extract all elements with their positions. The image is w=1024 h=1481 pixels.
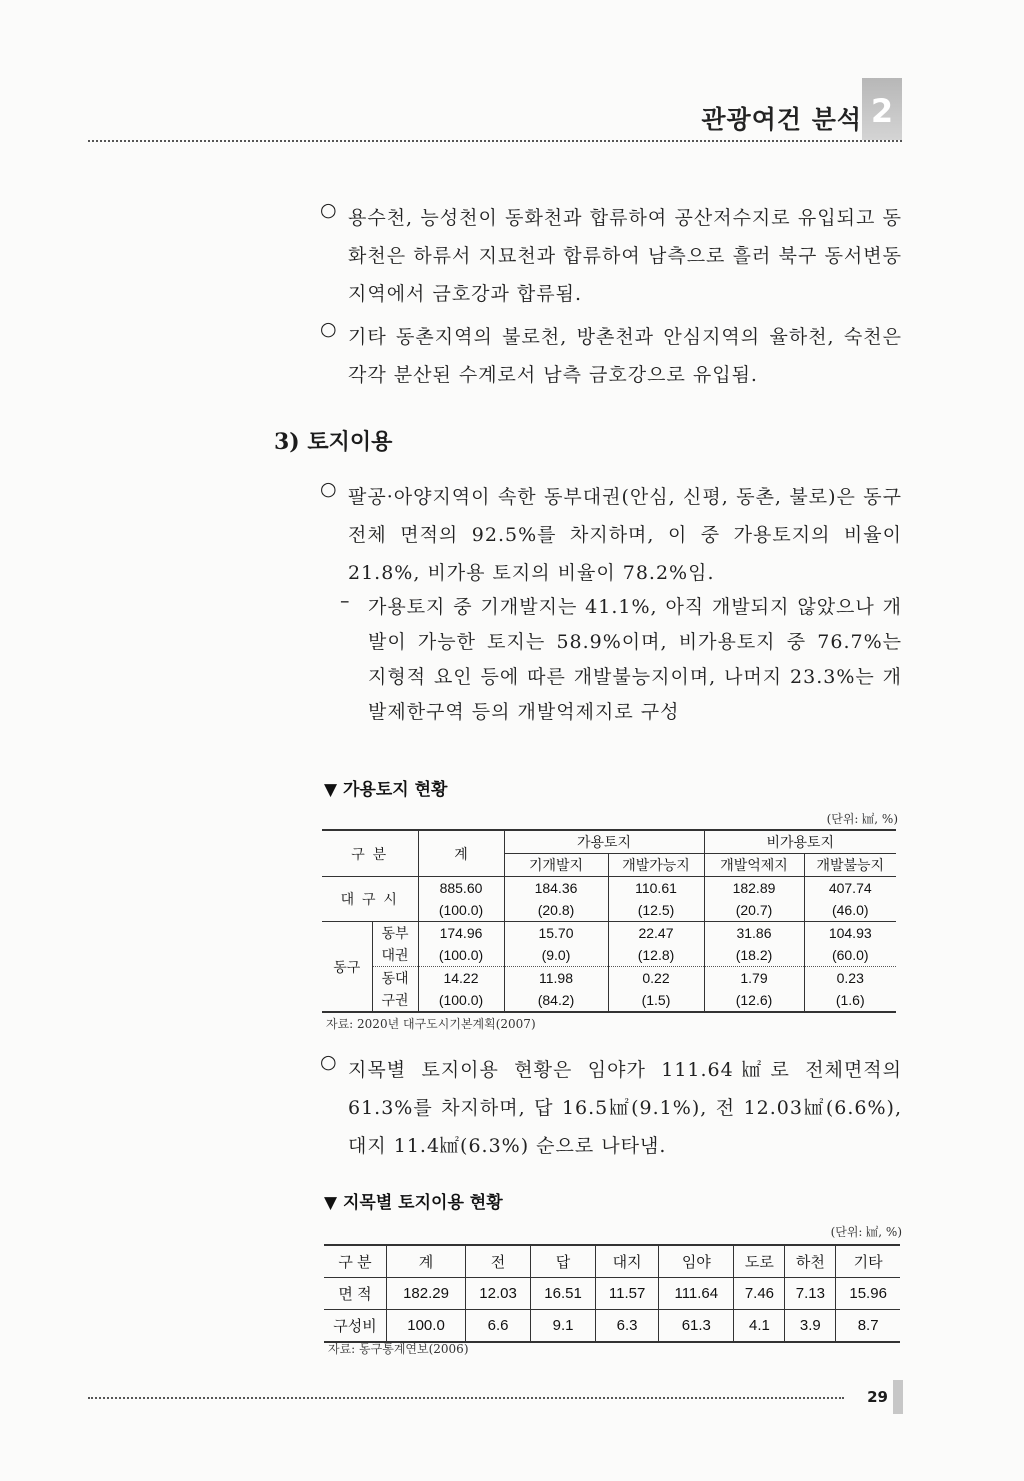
table-cell: 22.47 xyxy=(608,922,704,945)
table-cell: 15.70 xyxy=(504,922,608,945)
table-cell: (12.8) xyxy=(608,944,704,967)
jimok-paragraph xyxy=(320,1051,902,1165)
table-cell: (100.0) xyxy=(418,944,504,967)
header-developed: 기개발지 xyxy=(504,854,608,877)
table-cell: 0.23 xyxy=(836,970,864,986)
table1-caption: ▼ 가용토지 현황 xyxy=(324,780,448,800)
chapter-number: 2 xyxy=(870,92,894,130)
table-cell: 111.64 xyxy=(659,1278,734,1310)
table-cell: (46.0) xyxy=(831,902,869,918)
paragraph-text: 팔공·아양지역이 속한 동부대권(안심, 신평, 동촌, 불로)은 동구전체 면적의 92.5%를 차지하며, 이 중 가용토지의 비율이 21.8%, 비가용 토지의 비율이 78.2%임. xyxy=(348,486,902,584)
table-cell: 174.96 xyxy=(418,922,504,945)
paragraph-text: 지목별 토지이용 현황은 임야가 111.64㎢로 전체면적의 61.3%를 차지하며, 답 16.5㎢(9.1%), 전 12.03㎢(6.6%), 대지 11.4㎢(6.3%) 순으로 나타냄. xyxy=(348,1059,902,1157)
table-cell: (84.2) xyxy=(504,989,608,1012)
paragraph-text: 용수천, 능성천이 동화천과 합류하여 공산저수지로 유입되고 동화천은 하류서 지묘천과 합류하여 남측으로 흘러 북구 동서변동 지역에서 금호강과 합류됨. xyxy=(348,207,902,305)
table-cell: (12.6) xyxy=(704,989,804,1012)
row-label-east-top: 동부 xyxy=(372,922,418,945)
paragraph-text: 기타 동촌지역의 불로천, 방촌천과 안심지역의 율하천, 숙천은 각각 분산된 수계로서 남측 금호강으로 유입됨. xyxy=(348,326,902,386)
table-cell: 면 적 xyxy=(324,1278,387,1310)
table-cell: 9.1 xyxy=(531,1310,596,1343)
table-cell: 7.13 xyxy=(785,1278,836,1310)
page-tab-marker xyxy=(893,1380,903,1414)
dash-marker: – xyxy=(340,590,350,612)
bullet-circle: ○ xyxy=(320,478,337,500)
land-paragraph xyxy=(320,478,902,592)
table2-unit: (단위: ㎢, %) xyxy=(830,1225,902,1239)
bullet-circle: ○ xyxy=(320,199,337,221)
row-label-eastdae-top: 동대 xyxy=(372,967,418,990)
table-cell: 11.57 xyxy=(596,1278,659,1310)
table-cell: (100.0) xyxy=(418,899,504,922)
table-header-cell: 하천 xyxy=(785,1245,836,1278)
header-unusable: 비가용토지 xyxy=(704,830,896,854)
table-cell: (20.7) xyxy=(704,899,804,922)
header-usable: 가용토지 xyxy=(504,830,704,854)
header-developable: 개발가능지 xyxy=(608,854,704,877)
row-label-east-bottom: 대권 xyxy=(372,944,418,967)
table-cell: (1.5) xyxy=(608,989,704,1012)
usable-land-table xyxy=(322,829,896,1013)
table-cell: 구성비 xyxy=(324,1310,387,1343)
table-cell: (1.6) xyxy=(835,992,865,1008)
header-restricted: 개발억제지 xyxy=(704,854,804,877)
table-cell: 16.51 xyxy=(531,1278,596,1310)
table-cell: 31.86 xyxy=(704,922,804,945)
table-cell: (60.0) xyxy=(831,947,869,963)
table-cell: 12.03 xyxy=(466,1278,531,1310)
jimok-table xyxy=(324,1244,900,1343)
table-header-cell: 임야 xyxy=(659,1245,734,1278)
row-label-daegu: 대 구 시 xyxy=(322,877,418,922)
header-total: 계 xyxy=(418,830,504,877)
table-header-cell: 계 xyxy=(387,1245,466,1278)
table-cell: 184.36 xyxy=(504,877,608,900)
table-cell: (18.2) xyxy=(704,944,804,967)
table2-source: 자료: 동구통계연보(2006) xyxy=(328,1342,469,1356)
bullet-circle: ○ xyxy=(320,318,337,340)
land-subparagraph xyxy=(340,590,902,730)
table-header-cell: 도로 xyxy=(734,1245,785,1278)
table-cell: (100.0) xyxy=(418,989,504,1012)
table-cell: 61.3 xyxy=(659,1310,734,1343)
water-paragraph-2 xyxy=(320,318,902,394)
row-label-donggu: 동구 xyxy=(322,922,372,1013)
table2-caption: ▼ 지목별 토지이용 현황 xyxy=(324,1193,503,1213)
table-cell: 110.61 xyxy=(608,877,704,900)
bullet-circle: ○ xyxy=(320,1051,337,1073)
table-cell: 1.79 xyxy=(704,967,804,990)
table-cell: 8.7 xyxy=(857,1317,879,1334)
table-cell: 14.22 xyxy=(418,967,504,990)
table-header-cell: 기타 xyxy=(853,1254,883,1271)
row-label-eastdae-bottom: 구권 xyxy=(372,989,418,1012)
section-title: 3) 토지이용 xyxy=(274,429,393,455)
chapter-number-box xyxy=(862,78,902,140)
table-cell: 182.89 xyxy=(704,877,804,900)
table-header-cell: 전 xyxy=(466,1245,531,1278)
table-header-cell: 구 분 xyxy=(324,1245,387,1278)
table-header-cell: 대지 xyxy=(596,1245,659,1278)
table-cell: 15.96 xyxy=(849,1285,887,1302)
table-cell: 100.0 xyxy=(387,1310,466,1343)
table-cell: 4.1 xyxy=(734,1310,785,1343)
water-paragraph-1 xyxy=(320,199,902,313)
table-cell: 182.29 xyxy=(387,1278,466,1310)
table-cell: 407.74 xyxy=(828,880,872,896)
paragraph-text: 가용토지 중 기개발지는 41.1%, 아직 개발되지 않았으나 개발이 가능한 토지는 58.9%이며, 비가용토지 중 76.7%는 지형적 요인 등에 따른 개발불능지이며, 나머지 23.3%는 개발제한구역 등의 개발억제지로 구성 xyxy=(368,596,902,723)
header-gubun: 구 분 xyxy=(322,830,418,877)
table-cell: 3.9 xyxy=(785,1310,836,1343)
table-cell: 0.22 xyxy=(608,967,704,990)
chapter-title: 관광여건 분석 xyxy=(701,105,862,134)
table-cell: 7.46 xyxy=(734,1278,785,1310)
table-cell: 885.60 xyxy=(418,877,504,900)
table-header-cell: 답 xyxy=(531,1245,596,1278)
table-cell: 11.98 xyxy=(504,967,608,990)
table-cell: (12.5) xyxy=(608,899,704,922)
table1-unit: (단위: ㎢, %) xyxy=(826,812,898,826)
header-divider xyxy=(88,140,902,142)
table-cell: (20.8) xyxy=(504,899,608,922)
page-number: 29 xyxy=(867,1388,888,1406)
table1-source: 자료: 2020년 대구도시기본계획(2007) xyxy=(326,1017,536,1031)
table-cell: 6.3 xyxy=(596,1310,659,1343)
table-cell: 104.93 xyxy=(828,925,872,941)
header-impossible: 개발불능지 xyxy=(804,854,896,877)
table-cell: 6.6 xyxy=(466,1310,531,1343)
table-cell: (9.0) xyxy=(504,944,608,967)
footer-divider xyxy=(88,1397,844,1399)
